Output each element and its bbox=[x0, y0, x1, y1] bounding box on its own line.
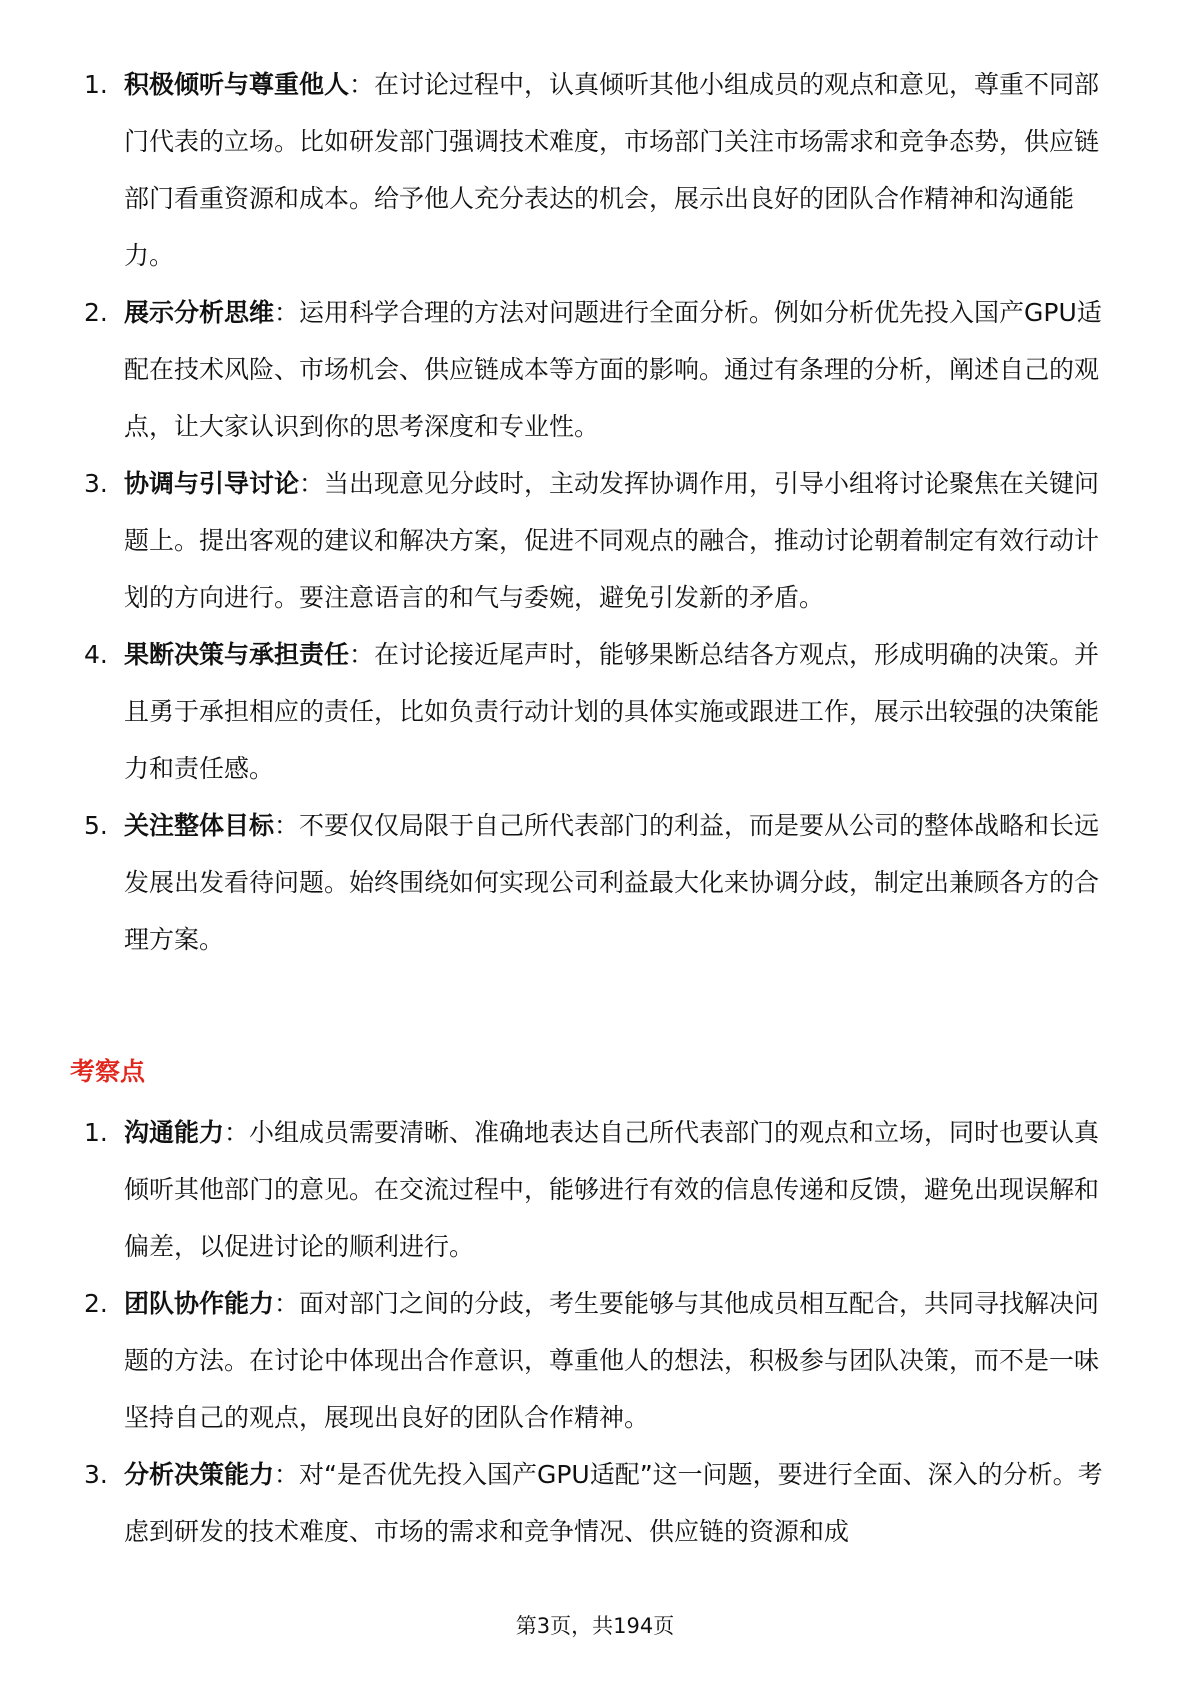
item-text: 运用科学合理的方法对问题进行全面分析。例如分析优先投入国产GPU适配在技术风险、市场机会、供应链成本等方面的影响。通过有条理的分析，阐述自己的观点，让大家认识到你的思考深度和专业性。 bbox=[124, 298, 1102, 441]
item-text: 小组成员需要清晰、准确地表达自己所代表部门的观点和立场，同时也要认真倾听其他部门的意见。在交流过程中，能够进行有效的信息传递和反馈，避免出现误解和偏差，以促进讨论的顺利进行。 bbox=[124, 1118, 1100, 1261]
item-number: 3. bbox=[84, 1460, 108, 1489]
item-colon: ： bbox=[274, 1289, 300, 1318]
item-text: 对“是否优先投入国产GPU适配”这一问题，要进行全面、深入的分析。考虑到研发的技术难度、市场的需求和竞争情况、供应链的资源和成 bbox=[124, 1460, 1103, 1546]
item-number: 5. bbox=[84, 811, 108, 840]
item-term: 沟通能力 bbox=[124, 1118, 225, 1147]
item-colon: ： bbox=[349, 70, 375, 99]
strategy-list bbox=[0, 56, 1190, 968]
section-heading: 考察点 bbox=[70, 1057, 146, 1086]
item-colon: ： bbox=[299, 469, 325, 498]
item-number: 1. bbox=[84, 1118, 108, 1147]
item-term: 团队协作能力 bbox=[124, 1289, 275, 1318]
item-colon: ： bbox=[224, 1118, 250, 1147]
item-text: 当出现意见分歧时，主动发挥协调作用，引导小组将讨论聚焦在关键问题上。提出客观的建议和解决方案，促进不同观点的融合，推动讨论朝着制定有效行动计划的方向进行。要注意语言的和气与委婉，避免引发新的矛盾。 bbox=[124, 469, 1100, 612]
item-text: 在讨论接近尾声时，能够果断总结各方观点，形成明确的决策。并且勇于承担相应的责任，比如负责行动计划的具体实施或跟进工作，展示出较强的决策能力和责任感。 bbox=[124, 640, 1100, 783]
item-term: 分析决策能力 bbox=[124, 1460, 275, 1489]
assessment-list bbox=[0, 1104, 1190, 1560]
item-colon: ： bbox=[274, 298, 300, 327]
item-text: 面对部门之间的分歧，考生要能够与其他成员相互配合，共同寻找解决问题的方法。在讨论中体现出合作意识，尊重他人的想法，积极参与团队决策，而不是一味坚持自己的观点，展现出良好的团队合作精神。 bbox=[124, 1289, 1100, 1432]
item-text: 不要仅仅局限于自己所代表部门的利益，而是要从公司的整体战略和长远发展出发看待问题。始终围绕如何实现公司利益最大化来协调分歧，制定出兼顾各方的合理方案。 bbox=[124, 811, 1100, 954]
item-colon: ： bbox=[274, 1460, 300, 1489]
item-text: 在讨论过程中，认真倾听其他小组成员的观点和意见，尊重不同部门代表的立场。比如研发部门强调技术难度，市场部门关注市场需求和竞争态势，供应链部门看重资源和成本。给予他人充分表达的机会，展示出良好的团队合作精神和沟通能力。 bbox=[124, 70, 1100, 270]
item-term: 协调与引导讨论 bbox=[124, 469, 300, 498]
list-item bbox=[0, 56, 1190, 284]
list-item bbox=[0, 797, 1190, 968]
item-number: 2. bbox=[84, 1289, 108, 1318]
list-item bbox=[0, 1446, 1190, 1560]
item-colon: ： bbox=[349, 640, 375, 669]
list-item bbox=[0, 1275, 1190, 1446]
item-number: 1. bbox=[84, 70, 108, 99]
item-number: 2. bbox=[84, 298, 108, 327]
item-term: 积极倾听与尊重他人 bbox=[124, 70, 350, 99]
item-number: 4. bbox=[84, 640, 108, 669]
item-term: 关注整体目标 bbox=[124, 811, 275, 840]
list-item bbox=[0, 1104, 1190, 1275]
list-item bbox=[0, 455, 1190, 626]
list-item bbox=[0, 626, 1190, 797]
item-term: 果断决策与承担责任 bbox=[124, 640, 350, 669]
item-number: 3. bbox=[84, 469, 108, 498]
list-item bbox=[0, 284, 1190, 455]
item-term: 展示分析思维 bbox=[124, 298, 275, 327]
item-colon: ： bbox=[274, 811, 300, 840]
page-footer: 第3页，共194页 bbox=[515, 1614, 675, 1638]
